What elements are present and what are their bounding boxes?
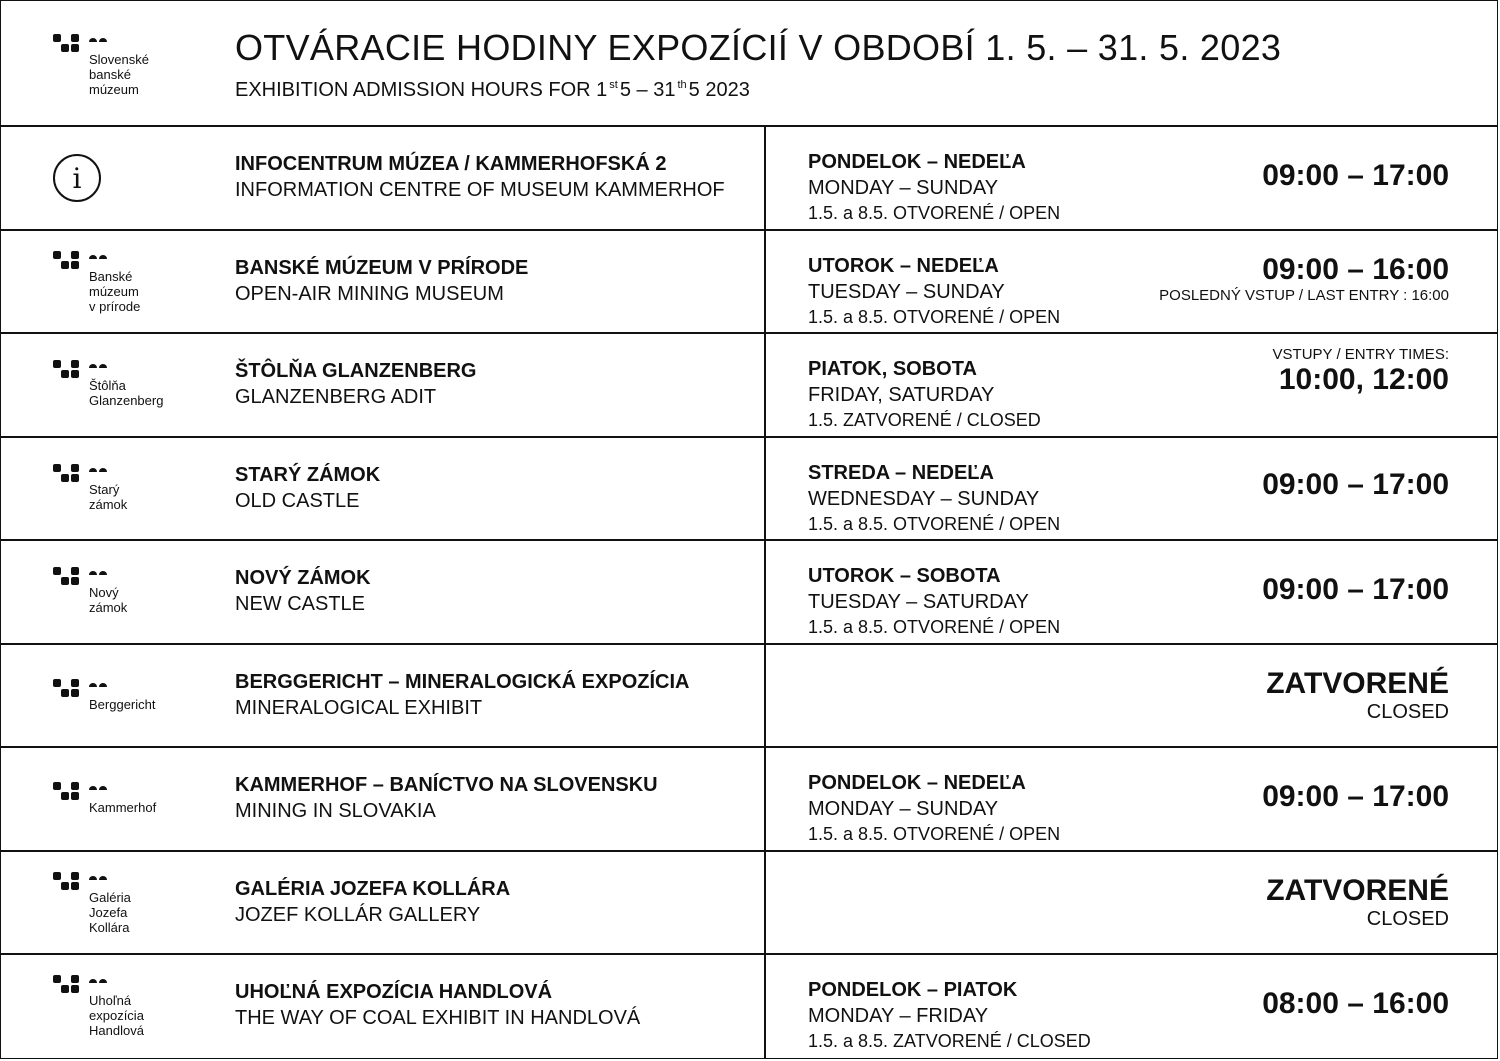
days-en: TUESDAY – SATURDAY [808,591,1029,613]
hours-value: 09:00 – 17:00 [1262,573,1449,606]
closed-sk: ZATVORENÉ [1266,873,1449,907]
info-icon: i [53,154,101,202]
days-en: WEDNESDAY – SUNDAY [808,487,1040,510]
opening-hours [1262,573,1449,607]
hours-note: POSLEDNÝ VSTUP / LAST ENTRY : 16:00 [1159,286,1449,304]
opening-hours [1262,780,1449,814]
exhibit-logo [53,360,163,408]
opening-hours [1262,987,1449,1021]
subtitle-part: EXHIBITION ADMISSION HOURS FOR 1 [235,79,608,101]
exhibit-name [235,979,640,1031]
logo-text: Banské múzeum v prírode [89,268,141,314]
opening-days [808,460,1060,536]
days-sk: PONDELOK – NEDEĽA [808,772,1026,794]
days-note: 1.5. ZATVORENÉ / CLOSED [808,410,1041,430]
exhibit-row [1,645,1497,749]
exhibit-row [1,231,1497,335]
exhibit-name-en: OPEN-AIR MINING MUSEUM [235,282,504,305]
logo-text: Slovenské banské múzeum [89,52,149,97]
exhibit-row [1,541,1497,645]
exhibit-logo [53,782,156,815]
exhibit-logo [53,464,127,512]
days-en: MONDAY – SUNDAY [808,798,999,820]
exhibit-name-sk: BERGGERICHT – MINERALOGICKÁ EXPOZÍCIA [235,670,690,693]
exhibit-name-en: NEW CASTLE [235,593,366,615]
opening-days [808,253,1060,329]
exhibit-name [235,151,725,203]
days-note: 1.5. a 8.5. OTVORENÉ / OPEN [808,617,1061,637]
exhibit-name-en: GLANZENBERG ADIT [235,386,437,408]
exhibit-row [1,852,1497,956]
hours-value: 10:00, 12:00 [1278,363,1449,396]
days-sk: UTOROK – NEDEĽA [808,254,999,277]
opening-days [808,356,1041,432]
exhibit-logo [53,567,127,615]
exhibit-name [235,462,380,514]
exhibit-name [235,876,510,928]
exhibit-logo [53,679,155,712]
exhibit-name-en: INFORMATION CENTRE OF MUSEUM KAMMERHOF [235,179,725,201]
exhibit-name [235,358,476,410]
exhibit-name [235,565,371,617]
opening-days [808,977,1091,1053]
exhibit-row [1,955,1497,1059]
exhibit-name-sk: UHOĽNÁ EXPOZÍCIA HANDLOVÁ [235,981,553,1003]
subtitle-part: 5 – 31 [619,79,676,101]
exhibit-name-sk: GALÉRIA JOZEFA KOLLÁRA [235,877,511,900]
exhibit-name-en: THE WAY OF COAL EXHIBIT IN HANDLOVÁ [235,1007,641,1029]
hours-value: 09:00 – 17:00 [1262,467,1449,501]
days-en: MONDAY – FRIDAY [808,1005,989,1027]
days-sk: STREDA – NEDEĽA [808,461,994,484]
exhibit-name-sk: ŠTÔLŇA GLANZENBERG [235,360,477,382]
exhibit-name-sk: KAMMERHOF – BANÍCTVO NA SLOVENSKU [235,774,658,796]
exhibit-name-sk: BANSKÉ MÚZEUM V PRÍRODE [235,256,529,279]
days-note: 1.5. a 8.5. OTVORENÉ / OPEN [808,513,1061,534]
exhibit-row [1,334,1497,438]
days-note: 1.5. a 8.5. ZATVORENÉ / CLOSED [808,1031,1091,1051]
days-sk: UTOROK – SOBOTA [808,565,1001,587]
page-subtitle [235,79,750,102]
opening-days [808,770,1060,846]
hours-pre: VSTUPY / ENTRY TIMES: [1272,346,1449,363]
closed-status [1266,874,1449,931]
logo-text: Kammerhof [89,800,157,815]
logo-text: Uhoľná expozícia Handlová [89,993,144,1038]
opening-hours [1262,159,1449,193]
logo-text: Starý zámok [89,481,128,512]
logo-text: Galéria Jozefa Kollára [89,889,131,935]
exhibit-name-sk: NOVÝ ZÁMOK [235,567,371,589]
opening-days [808,149,1060,225]
days-note: 1.5. a 8.5. OTVORENÉ / OPEN [808,203,1061,223]
opening-hours [1262,468,1449,502]
hours-value: 08:00 – 16:00 [1262,987,1449,1020]
closed-en: CLOSED [1366,700,1449,723]
exhibit-name [235,255,528,307]
exhibit-row [1,127,1497,231]
exhibit-name-sk: STARÝ ZÁMOK [235,463,381,486]
logo-text: Berggericht [89,696,156,712]
exhibit-name-en: MINING IN SLOVAKIA [235,800,436,822]
exhibit-row [1,748,1497,852]
days-sk: PIATOK, SOBOTA [808,358,977,380]
hours-value: 09:00 – 17:00 [1262,780,1449,813]
opening-hours [1159,253,1449,304]
closed-en: CLOSED [1366,907,1449,930]
header [1,1,1497,127]
subtitle-sup: st [609,79,618,92]
exhibit-name [235,669,689,721]
closed-status [1266,667,1449,724]
exhibit-logo [53,872,131,935]
exhibit-name-en: MINERALOGICAL EXHIBIT [235,696,483,719]
subtitle-part: 5 2023 [688,79,750,101]
hours-value: 09:00 – 17:00 [1262,159,1449,192]
days-en: TUESDAY – SUNDAY [808,280,1005,303]
logo-text: Nový zámok [89,585,128,615]
closed-sk: ZATVORENÉ [1266,666,1449,700]
exhibit-name-sk: INFOCENTRUM MÚZEA / KAMMERHOFSKÁ 2 [235,153,667,175]
logo-text: Štôlňa Glanzenberg [89,378,164,408]
page-title: OTVÁRACIE HODINY EXPOZÍCIÍ V OBDOBÍ 1. 5. – 31. 5. 2023 [235,27,1282,68]
exhibit-name-en: OLD CASTLE [235,489,360,512]
exhibit-name [235,772,658,824]
exhibit-name-en: JOZEF KOLLÁR GALLERY [235,903,481,926]
days-sk: PONDELOK – NEDEĽA [808,151,1026,173]
opening-hours [1273,346,1449,397]
exhibit-logo [53,251,140,314]
opening-days [808,563,1060,639]
hours-value: 09:00 – 16:00 [1262,252,1449,286]
days-en: MONDAY – SUNDAY [808,177,999,199]
days-note: 1.5. a 8.5. OTVORENÉ / OPEN [808,306,1061,327]
subtitle-sup: th [677,79,687,92]
days-note: 1.5. a 8.5. OTVORENÉ / OPEN [808,824,1061,844]
exhibit-row [1,438,1497,542]
museum-logo [53,34,149,97]
exhibit-logo [53,975,144,1038]
days-sk: PONDELOK – PIATOK [808,979,1018,1001]
exhibit-list [1,127,1497,1059]
days-en: FRIDAY, SATURDAY [808,384,995,406]
